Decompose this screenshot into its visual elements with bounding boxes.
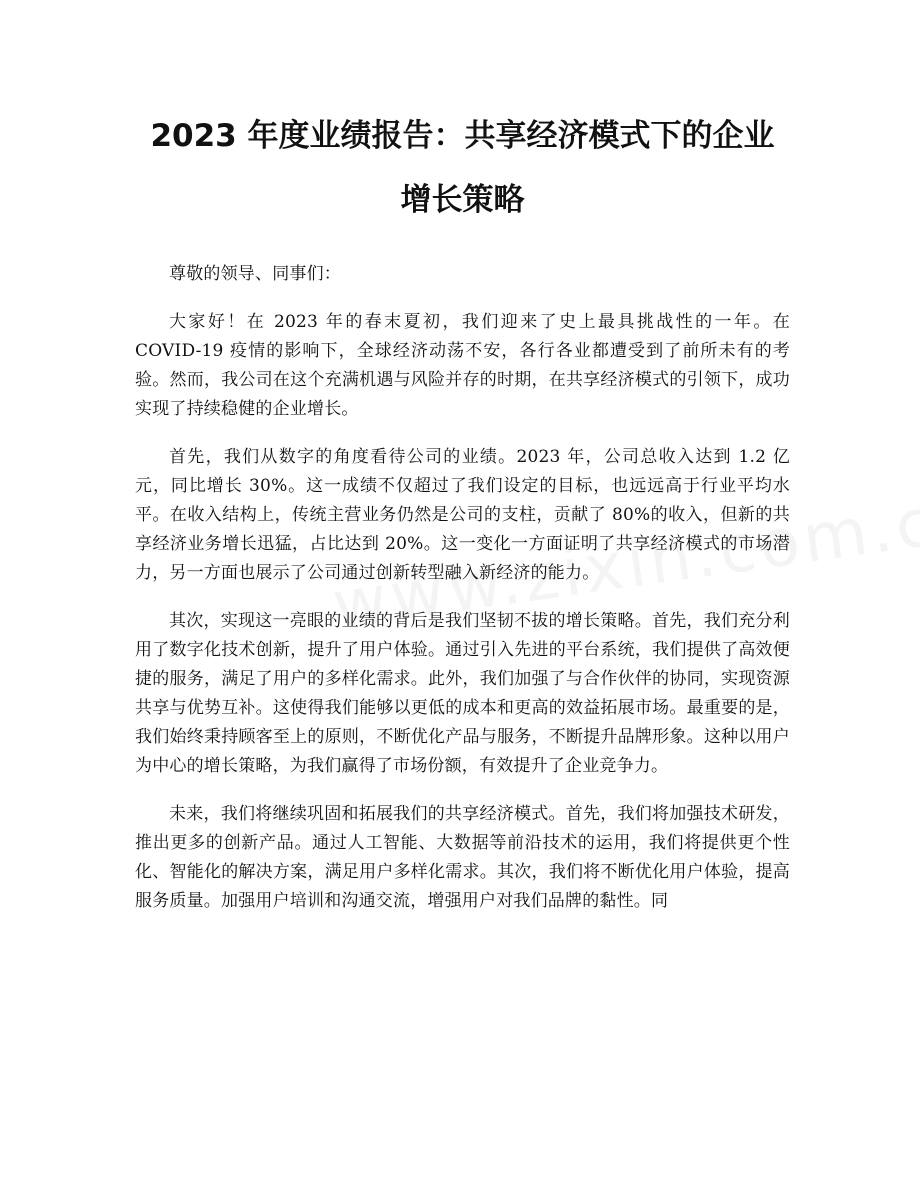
document-body	[135, 260, 790, 916]
future-paragraph: 未来，我们将继续巩固和拓展我们的共享经济模式。首先，我们将加强技术研发，推出更多的创新产品。通过人工智能、大数据等前沿技术的运用，我们将提供更个性化、智能化的解决方案，满足用户多样化需求。其次，我们将不断优化用户体验，提高服务质量。加强用户培训和沟通交流，增强用户对我们品牌的黏性。同	[135, 804, 790, 911]
strategy-paragraph: 其次，实现这一亮眼的业绩的背后是我们坚韧不拔的增长策略。首先，我们充分利用了数字化技术创新，提升了用户体验。通过引入先进的平台系统，我们提供了高效便捷的服务，满足了用户的多样化需求。此外，我们加强了与合作伙伴的协同，实现资源共享与优势互补。这使得我们能够以更低的成本和更高的效益拓展市场。最重要的是，我们始终秉持顾客至上的原则，不断优化产品与服务，不断提升品牌形象。这种以用户为中心的增长策略，为我们赢得了市场份额，有效提升了企业竞争力。	[135, 611, 790, 776]
performance-paragraph: 首先，我们从数字的角度看待公司的业绩。2023 年，公司总收入达到 1.2 亿元，同比增长 30%。这一成绩不仅超过了我们设定的目标，也远远高于行业平均水平。在收入结构上，传统主营业务仍然是公司的支柱，贡献了 80%的收入，但新的共享经济业务增长迅猛，占比达到 20%。这一变化一方面证明了共享经济模式的市场潜力，另一方面也展示了公司通过创新转型融入新经济的能力。	[135, 447, 790, 583]
intro-paragraph: 大家好！在 2023 年的春末夏初，我们迎来了史上最具挑战性的一年。在 COVID-19 疫情的影响下，全球经济动荡不安，各行各业都遭受到了前所未有的考验。然而，我公司在这个充满机遇与风险并存的时期，在共享经济模式的引领下，成功实现了持续稳健的企业增长。	[135, 312, 790, 419]
document-title	[135, 104, 790, 232]
title-line-2: 增长策略	[400, 182, 525, 218]
greeting-paragraph: 尊敬的领导、同事们：	[169, 264, 341, 284]
title-line-1: 2023 年度业绩报告：共享经济模式下的企业	[150, 118, 775, 154]
